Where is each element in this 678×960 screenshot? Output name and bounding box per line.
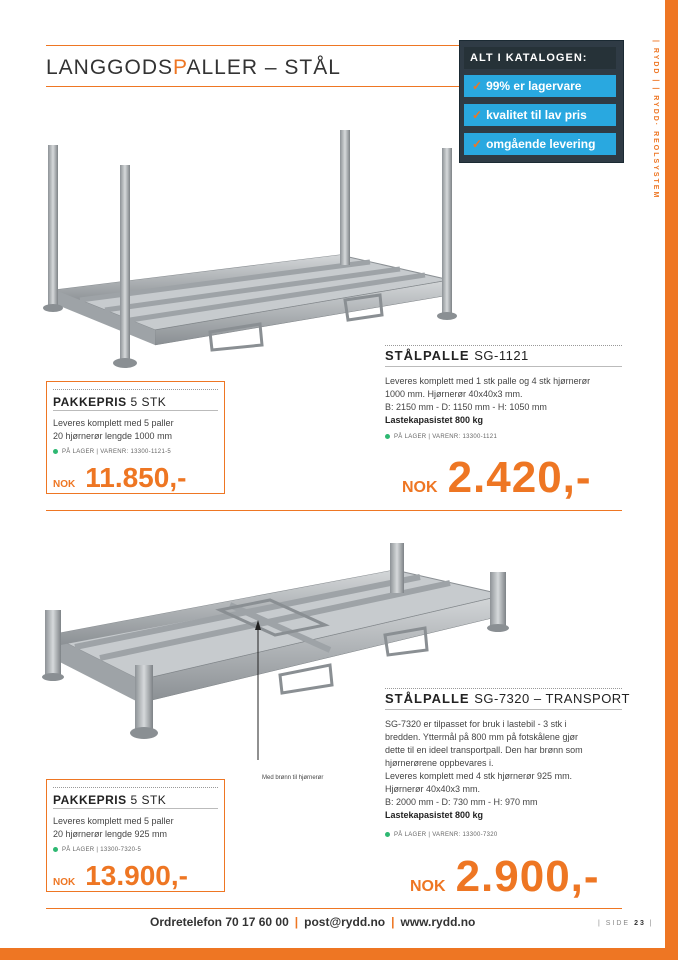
promo-item: ✓ kvalitet til lav pris bbox=[464, 104, 616, 126]
pack1-stock: PÅ LAGER | VARENR: 13300-1121-5 bbox=[53, 449, 171, 455]
footer-email[interactable]: post@rydd.no bbox=[304, 915, 386, 929]
orange-edge-bar bbox=[665, 0, 678, 960]
product2-description: SG-7320 er tilpasset for bruk i lastebil - 3 stk i bredden. Yttermål på 800 mm på fotskålene gjør dette til en ideel transportpall. Den har brønn som hjørnerørene oppbevares i. Leveres komplett med 4 stk hjørnerør 925 mm. Hjørnerør 40x40x3 mm. B: 2000 mm - D: 730 mm - H: 970 mm Lastekapasistet 800 kg bbox=[385, 719, 583, 820]
product2-price: NOK 2.900,- bbox=[410, 852, 600, 901]
promo-heading: ALT I KATALOGEN: bbox=[464, 47, 616, 69]
pack2-rule bbox=[53, 787, 218, 788]
pallet-sg1121-image bbox=[40, 120, 470, 380]
in-stock-dot-icon bbox=[385, 832, 390, 837]
title-part: LANGGODS bbox=[46, 56, 174, 79]
orange-footer-bar bbox=[0, 948, 678, 960]
promo-item: ✓ omgående levering bbox=[464, 133, 616, 155]
pack1-price: NOK 11.850,- bbox=[53, 462, 187, 493]
product2-rule bbox=[385, 709, 622, 710]
title-top-rule bbox=[46, 45, 460, 46]
product2-rule bbox=[385, 688, 622, 689]
well-note: Med brønn til hjørnerør bbox=[262, 775, 324, 781]
footer-contact: Ordretelefon 70 17 60 00 | post@rydd.no | www.rydd.no bbox=[150, 915, 476, 929]
product1-name: STÅLPALLE SG-1121 bbox=[385, 348, 529, 363]
pack1-rule bbox=[53, 389, 218, 390]
check-icon: ✓ bbox=[472, 108, 483, 122]
pack2-rule bbox=[53, 808, 218, 809]
footer-web[interactable]: www.rydd.no bbox=[400, 915, 476, 929]
pack1-box bbox=[46, 381, 225, 494]
page-number: | SIDE 23 | bbox=[598, 920, 654, 927]
pack1-rule bbox=[53, 410, 218, 411]
page-title bbox=[46, 56, 341, 80]
pack2-title: PAKKEPRIS 5 STK bbox=[53, 793, 167, 807]
product1-description: Leveres komplett med 1 stk palle og 4 stk hjørnerør 1000 mm. Hjørnerør 40x40x3 mm. B: 2150 mm - D: 1150 mm - H: 1050 mm Lastekapasistet 800 kg bbox=[385, 376, 591, 425]
product1-price: NOK 2.420,- bbox=[402, 453, 592, 502]
footer-rule bbox=[46, 908, 622, 909]
pack2-price: NOK 13.900,- bbox=[53, 860, 188, 891]
product1-rule bbox=[385, 345, 622, 347]
in-stock-dot-icon bbox=[53, 847, 58, 852]
check-icon: ✓ bbox=[472, 79, 483, 93]
check-icon: ✓ bbox=[472, 137, 483, 151]
side-label: | RYDD | | RYDD· REOLSYSTEM bbox=[652, 40, 659, 200]
promo-item: ✓ 99% er lagervare bbox=[464, 75, 616, 97]
in-stock-dot-icon bbox=[385, 434, 390, 439]
pack2-stock: PÅ LAGER | 13300-7320-5 bbox=[53, 847, 141, 853]
section-divider bbox=[46, 510, 622, 511]
catalog-promo-box bbox=[459, 40, 624, 163]
pack2-box bbox=[46, 779, 225, 892]
pack2-description: Leveres komplett med 5 paller 20 hjørnerør lengde 925 mm bbox=[53, 816, 174, 839]
footer-phone: Ordretelefon 70 17 60 00 bbox=[150, 915, 289, 929]
pack1-description: Leveres komplett med 5 paller 20 hjørnerør lengde 1000 mm bbox=[53, 418, 174, 441]
product1-stock: PÅ LAGER | VARENR: 13300-1121 bbox=[385, 434, 497, 440]
title-bottom-rule bbox=[46, 86, 460, 87]
in-stock-dot-icon bbox=[53, 449, 58, 454]
product1-rule bbox=[385, 366, 622, 367]
product2-name: STÅLPALLE SG-7320 – TRANSPORT bbox=[385, 691, 630, 706]
pack1-title: PAKKEPRIS 5 STK bbox=[53, 395, 167, 409]
title-part: ALLER – STÅL bbox=[186, 56, 341, 79]
title-highlight: P bbox=[173, 56, 187, 79]
product2-stock: PÅ LAGER | VARENR: 13300-7320 bbox=[385, 832, 498, 838]
